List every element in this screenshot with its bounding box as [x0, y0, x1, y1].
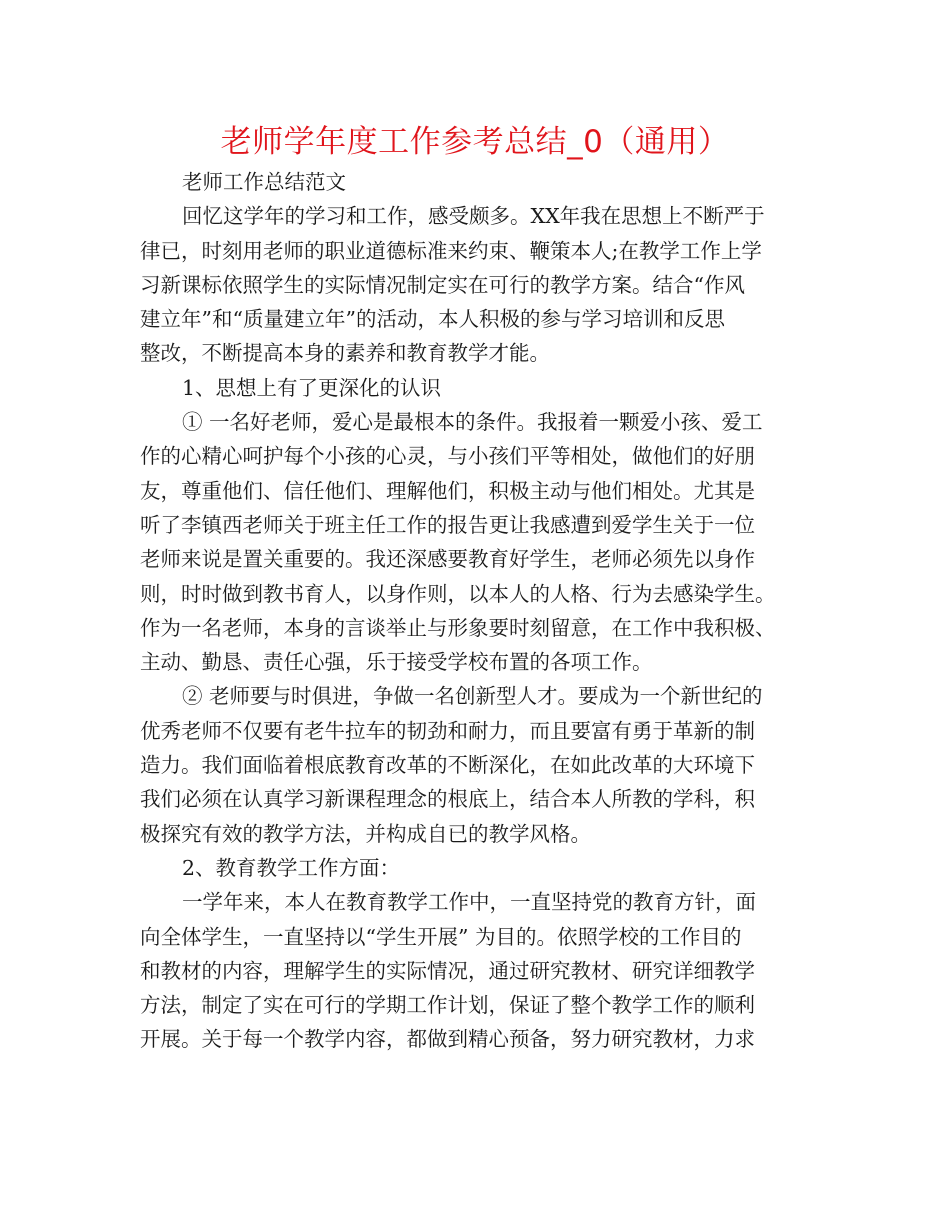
body-line: 作的心精心呵护每个小孩的心灵，与小孩们平等相处，做他们的好朋: [140, 444, 755, 469]
body-line: 主动、勤恳、责任心强，乐于接受学校布置的各项工作。: [140, 650, 653, 675]
body-line: 听了李镇西老师关于班主任工作的报告更让我感遭到爱学生关于一位: [140, 512, 755, 537]
body-line: 建立年”和“质量建立年”的活动，本人积极的参与学习培训和反思: [140, 307, 725, 332]
body-line: 我们必须在认真学习新课程理念的根底上，结合本人所教的学科，积: [140, 787, 755, 812]
body-line: 作为一名老师，本身的言谈举止与形象要时刻留意，在工作中我积极、: [140, 615, 776, 640]
body-line: 2、教育教学工作方面：: [182, 855, 401, 880]
body-line: 1、思想上有了更深化的认识: [182, 375, 442, 400]
body-line: 整改，不断提高本身的素养和教育教学才能。: [140, 341, 550, 366]
body-line: 开展。关于每一个教学内容，都做到精心预备，努力研究教材，力求: [140, 1027, 755, 1052]
body-line: 向全体学生，一直坚持以“学生开展” 为目的。依照学校的工作目的: [140, 924, 742, 949]
body-line: 老师来说是置关重要的。我还深感要教育好学生，老师必须先以身作: [140, 547, 755, 572]
body-line: 老师工作总结范文: [182, 170, 346, 194]
body-line: 和教材的内容，理解学生的实际情况，通过研究教材、研究详细教学: [140, 958, 755, 983]
document-title: 老师学年度工作参考总结_0（通用）: [220, 124, 730, 160]
body-line: 造力。我们面临着根底教育改革的不断深化，在如此改革的大环境下: [140, 753, 755, 778]
body-line: ① 一名好老师，爱心是最根本的条件。我报着一颗爱小孩、爱工: [182, 410, 763, 435]
body-line: 优秀老师不仅要有老牛拉车的韧劲和耐力，而且要富有勇于革新的制: [140, 718, 755, 743]
body-line: 方法，制定了实在可行的学期工作计划，保证了整个教学工作的顺利: [140, 993, 755, 1018]
body-line: ② 老师要与时俱进，争做一名创新型人才。要成为一个新世纪的: [182, 684, 763, 709]
body-line: 则，时时做到教书育人，以身作则，以本人的人格、行为去感染学生。: [140, 581, 776, 606]
body-line: 律已，时刻用老师的职业道德标准来约束、鞭策本人;在教学工作上学: [140, 238, 762, 263]
body-line: 回忆这学年的学习和工作，感受颇多。XX年我在思想上不断严于: [182, 204, 765, 229]
body-line: 极探究有效的教学方法，并构成自已的教学风格。: [140, 821, 591, 846]
document-body: [140, 165, 816, 1057]
body-line: 习新课标依照学生的实际情况制定实在可行的教学方案。结合“作风: [140, 272, 745, 297]
body-line: 友，尊重他们、信任他们、理解他们，积极主动与他们相处。尤其是: [140, 478, 755, 503]
body-line: 一学年来，本人在教育教学工作中，一直坚持党的教育方针，面: [182, 890, 756, 915]
